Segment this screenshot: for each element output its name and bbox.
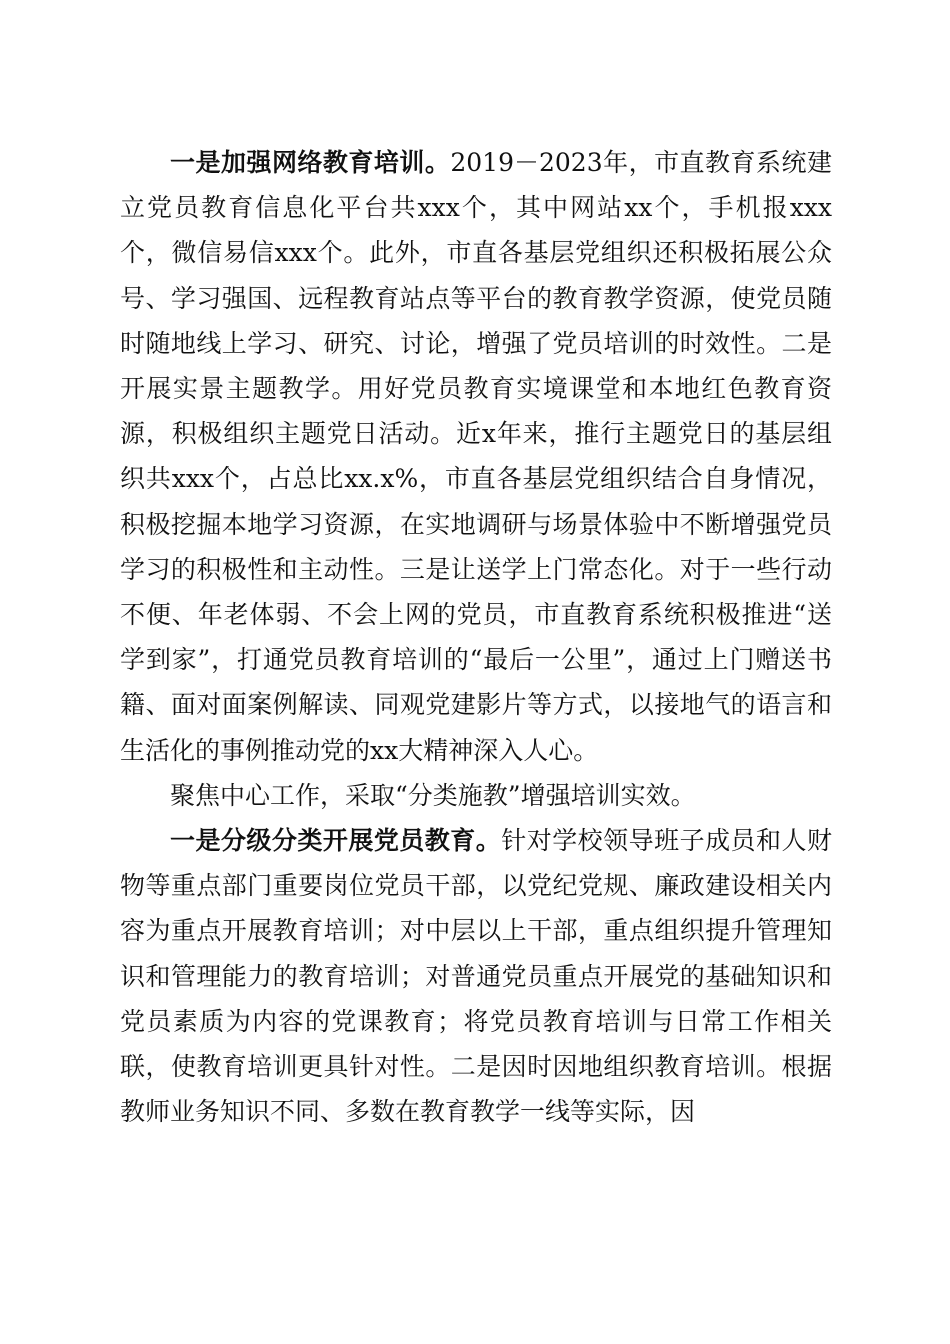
- section-heading: 聚焦中心工作，采取“分类施教”增强培训实效。: [170, 780, 696, 810]
- document-page: [120, 140, 832, 1134]
- paragraph-lead: 一是分级分类开展党员教育。: [170, 826, 502, 856]
- paragraph-body: 针对学校领导班子成员和人财物等重点部门重要岗位党员干部，以党纪党规、廉政建设相关内容为重点开展教育培训；对中层以上干部，重点组织提升管理知识和管理能力的教育培训；对普通党员重点开展党的基础知识和党员素质为内容的党课教育；将党员教育培训与日常工作相关联，使教育培训更具针对性。二是因时因地组织教育培训。根据教师业务知识不同、多数在教育教学一线等实际，因: [120, 826, 832, 1127]
- paragraph-network-training: [120, 140, 832, 773]
- paragraph-body: 2019－2023年，市直教育系统建立党员教育信息化平台共xxx个，其中网站xx个，手机报xxx个，微信易信xxx个。此外，市直各基层党组织还积极拓展公众号、学习强国、远程教育站点等平台的教育教学资源，使党员随时随地线上学习、研究、讨论，增强了党员培训的时效性。二是开展实景主题教学。用好党员教育实境课堂和本地红色教育资源，积极组织主题党日活动。近x年来，推行主题党日的基层组织共xxx个，占总比xx.x%，市直各基层党组织结合自身情况，积极挖掘本地学习资源，在实地调研与场景体验中不断增强党员学习的积极性和主动性。三是让送学上门常态化。对于一些行动不便、年老体弱、不会上网的党员，市直教育系统积极推进“送学到家”，打通党员教育培训的“最后一公里”，通过上门赠送书籍、面对面案例解读、同观党建影片等方式，以接地气的语言和生活化的事例推动党的xx大精神深入人心。: [120, 148, 832, 765]
- paragraph-lead: 一是加强网络教育培训。: [170, 148, 451, 177]
- paragraph-tiered-education: [120, 818, 832, 1134]
